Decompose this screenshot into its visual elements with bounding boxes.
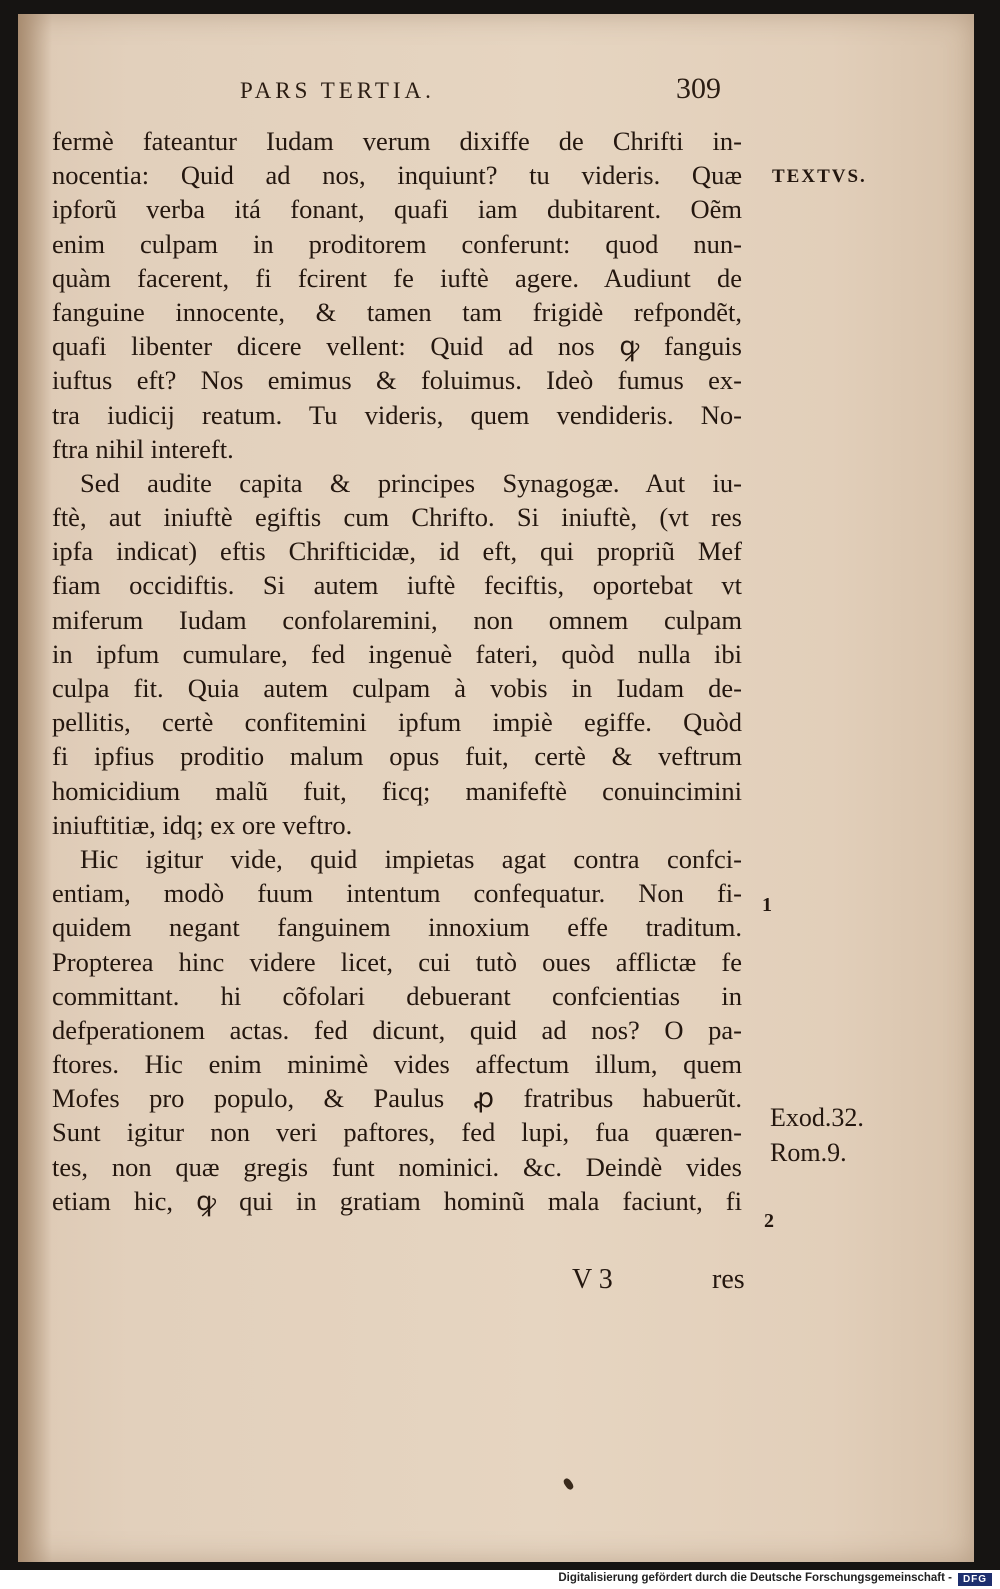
digitization-footer: [0, 1570, 1000, 1589]
margin-note-exod: Exod.32.: [770, 1103, 864, 1132]
text-line: ftores. Hic enim minimè vides affectum illum, quem: [52, 1049, 742, 1080]
text-line: iniuftitiæ, idq; ex ore veftro.: [52, 809, 353, 840]
text-line: in ipfum cumulare, fed ingenuè fateri, quòd nulla ibi: [52, 638, 742, 669]
text-line: Sed audite capita & principes Synagogæ. Aut iu-: [80, 467, 742, 498]
text-line: miferum Iudam confolaremini, non omnem culpam: [52, 604, 742, 635]
text-line: tra iudicij reatum. Tu videris, quem vendideris. No-: [52, 399, 742, 430]
catchword-line: [0, 1264, 1000, 1304]
text-line: iuftus eft? Nos emimus & foluimus. Ideò fumus ex-: [52, 365, 742, 396]
body-text: [52, 124, 742, 1218]
text-line: etiam hic, ꝙ qui in gratiam hominũ mala faciunt, fi: [52, 1185, 742, 1216]
text-line: enim culpam in proditorem conferunt: quod nun-: [52, 228, 742, 259]
dfg-logo-icon: DFG: [958, 1573, 992, 1586]
text-line: quidem negant fanguinem innoxium effe traditum.: [52, 912, 742, 943]
footer-credit: Digitalisierung gefördert durch die Deutsche Forschungsgemeinschaft -: [558, 1572, 952, 1584]
text-line: fanguine innocente, & tamen tam frigidè refpondẽt,: [52, 296, 742, 327]
text-line: ipforũ verba itá fonant, quafi iam dubitarent. Oẽm: [52, 194, 742, 225]
margin-note-1: 1: [762, 894, 772, 916]
text-line: Mofes pro populo, & Paulus ꝓ fratribus habuerũt.: [52, 1083, 742, 1114]
text-line: Hic igitur vide, quid impietas agat contra confci-: [80, 843, 742, 874]
text-line: Propterea hinc videre licet, cui tutò oues afflictæ fe: [52, 946, 742, 977]
signature-mark: V 3: [572, 1264, 613, 1295]
page-number: 309: [676, 72, 721, 105]
margin-note-textus: TEXTVS.: [772, 166, 867, 187]
text-line: nocentia: Quid ad nos, inquiunt? tu videris. Quæ: [52, 160, 742, 191]
text-line: ftra nihil intereft.: [52, 433, 234, 464]
text-line: pellitis, certè confitemini ipfum impiè egiffe. Quòd: [52, 707, 742, 738]
text-line: defperationem actas. fed dicunt, quid ad nos? O pa-: [52, 1014, 742, 1045]
text-line: homicidium malũ fuit, ficq; manifeftè conuincimini: [52, 775, 742, 806]
text-line: quàm facerent, fi fcirent fe iuftè agere. Audiunt de: [52, 262, 742, 293]
running-head: PARS TERTIA.: [240, 78, 435, 103]
text-line: entiam, modò fuum intentum confequatur. Non fi-: [52, 878, 742, 909]
margin-note-rom: Rom.9.: [770, 1138, 847, 1167]
page-gutter-shadow: [18, 14, 52, 1562]
text-line: quafi libenter dicere vellent: Quid ad nos ꝙ fanguis: [52, 331, 742, 362]
text-line: ipfa indicat) eftis Chrifticidæ, id eft, qui propriũ Mef: [52, 536, 742, 567]
text-line: tes, non quæ gregis funt nominici. &c. Deindè vides: [52, 1151, 742, 1182]
text-line: committant. hi cõfolari debuerant confcientias in: [52, 980, 742, 1011]
text-line: fermè fateantur Iudam verum dixiffe de Chrifti in-: [52, 126, 742, 156]
text-line: Sunt igitur non veri paftores, fed lupi, fua quæren-: [52, 1117, 742, 1148]
text-line: culpa fit. Quia autem culpam à vobis in Iudam de-: [52, 673, 742, 703]
text-line: ftè, aut iniuftè egiftis cum Chrifto. Si iniuftè, (vt res: [52, 502, 742, 533]
text-line: fi ipfius proditio malum opus fuit, certè & veftrum: [52, 741, 742, 772]
margin-note-2: 2: [764, 1210, 774, 1232]
text-line: fiam occidiftis. Si autem iuftè feciftis, oportebat vt: [52, 570, 742, 601]
catchword: res: [712, 1264, 745, 1295]
